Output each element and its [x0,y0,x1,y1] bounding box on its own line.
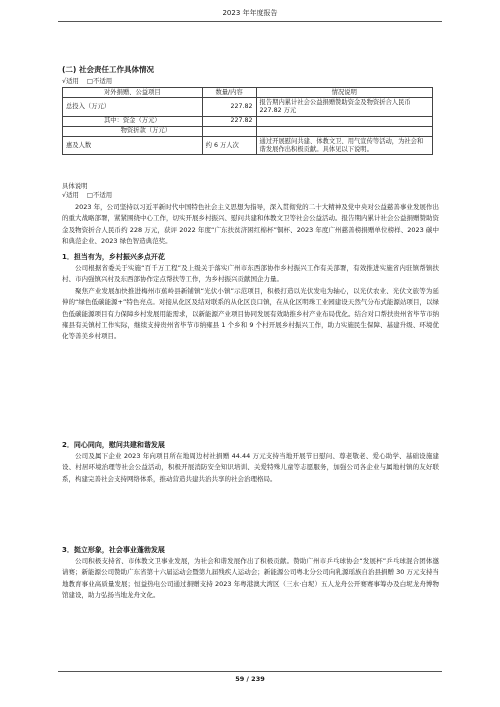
row-note: 通过开展慰问共建、体教文卫、用气宣传等活动，为社会和谐发展作出积极贡献。具体见以下说明。 [256,137,432,155]
section-3-paragraph-1: 公司积极支持省、市体教文卫事业发展，为社会和谐发展作出了积极贡献。赞助广州市乒乓球协会“发展杯”乒乓球混合团体邀请赛；新能源公司赞助广东省第十六届运动会暨第九届残疾人运动会；新能源公司粤北分公司向乳源瑶族自治县捐赠 30 万元支持当地教育事业高质量发展；恒益热电公司通过捐赠支持 2023 年粤港澳大湾区（三水·白坭）五人龙舟公开赛赛事筹办及白坭龙舟博物馆建设，助力弘扬当地龙舟文化。 [62,557,439,600]
explanation-label: 具体说明 [62,182,88,190]
row-item: 惠及人数 [63,137,203,155]
section-heading-2: 2．同心同向，慰问共建和谐发展 [62,441,165,449]
intro-paragraph: 2023 年，公司坚持以习近平新时代中国特色社会主义思想为指导，深入贯彻党的二十大精神及党中央对公益慈善事业发展作出的重大战略部署，紧紧围绕中心工作，切实开展乡村振兴、慰问共建和体教文卫等社会公益活动。报告期内累计社会公益捐赠赞助资金及物资折合人民币约 228 万元，获评 2022 年度“广东扶贫济困红棉杯”铜杯、2023 年度广州慈善榜捐赠单位榜样、2023 碳中和典范企业、2023 绿色智造典范奖。 [62,203,439,246]
table-row [63,126,433,136]
section-1-body [62,263,439,343]
table-row [63,116,433,126]
row-note: 报告期内累计社会公益捐赠赞助资金及物资折合人民币 227.82 万元 [256,98,432,116]
donation-table [62,87,433,155]
intro-paragraph-block [62,202,439,248]
section-title: (二) 社会责任工作具体情况 [62,65,154,74]
applicability-checkboxes [62,77,118,86]
page-header [58,8,442,22]
section-heading-1: 1．担当有为，乡村振兴多点开花 [62,253,165,261]
row-value: 227.82 [202,98,256,116]
row-value [202,126,256,136]
column-header-amount: 数量/内容 [202,88,256,98]
section-3-body [62,556,439,602]
not-applicable-checkbox: □不适用 [86,77,113,85]
section-2-paragraph-1: 公司及属下企业 2023 年向项目所在地周边村社捐赠 44.44 万元支持当地开展节日慰问、尊老敬老、爱心助学、基础设施建设、村居环境治理等社会公益活动，积极开展消防安全知识培训、关爱特殊儿童等志愿服务，加强公司各企业与属地村镇的友好联系，构建完善社会支持网络体系，推动营造共建共治共享的社会治理格局。 [62,452,439,483]
applicable-checkbox: √适用 [62,191,79,199]
row-note [256,116,432,126]
row-note [256,126,432,136]
section-2-body [62,451,439,485]
page-number: 59 / 239 [235,675,265,683]
section-heading-3: 3．挺立形象，社会事业蓬勃发展 [62,546,165,554]
header-title: 2023 年年度报告 [222,9,278,17]
row-value: 约 6 万人次 [202,137,256,155]
column-header-note: 情况说明 [256,88,432,98]
row-item: 其中：资金（万元） [63,116,203,126]
page-footer [58,671,442,683]
column-header-item: 对外捐赠、公益项目 [63,88,203,98]
explanation-checkboxes [62,191,118,200]
not-applicable-checkbox: □不适用 [86,191,113,199]
row-item: 物资折款（万元） [63,126,203,136]
row-value: 227.82 [202,116,256,126]
row-item: 总投入（万元） [63,98,203,116]
table-row [63,98,433,116]
table-header-row [63,88,433,98]
section-1-paragraph-2: 聚焦产业发展加快推进梅州市蕉岭县新铺镇“光伏小镇”示范项目，积极打造以光伏发电为轴心，以光伏农业、光伏文旅等为延伸的“绿色低碳能源+”特色亮点。对接从化区及结对联系的从化区良口镇，在从化区明珠工业园建设天然气分布式能源站项目，以绿色低碳能源项目有力保障乡村发展用能需求，以新能源产业项目协同发展有效助推乡村产业布局优化。结合对口帮扶贵州省毕节市纳雍县有关镇村工作实际，继续支持贵州省毕节市纳雍县 1 个乡和 9 个村开展乡村振兴工作，助力实施民生保障、基建升级、环境优化等善美乡村项目。 [62,286,439,341]
section-1-paragraph-1: 公司根据省委关于实施“百千万工程”及上级关于落实广州市东西部协作乡村振兴工作有关部署，有效推进实施省内驻镇帮镇扶村、市内强镇兴村及东西部协作定点帮扶等工作，为乡村振兴贡献国企力量。 [62,264,439,284]
table-row [63,137,433,155]
applicable-checkbox: √适用 [62,77,79,85]
